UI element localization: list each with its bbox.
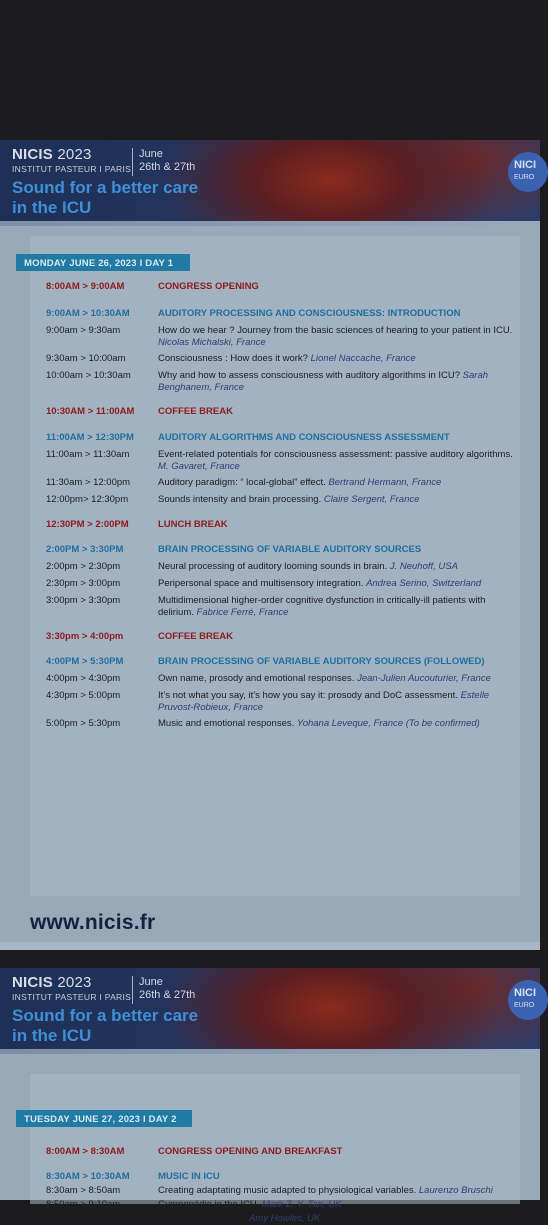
slot-description — [158, 370, 516, 393]
speaker-name: Lionel Naccache, France — [310, 353, 416, 364]
slot-title: Event-related potentials for consciousness assessment: passive auditory algorithms. — [158, 449, 513, 460]
time-slot: 8:50am > 9:10am — [46, 1199, 121, 1210]
brand-name-2: NICIS 2023 — [12, 974, 92, 991]
slot-title: Neural processing of auditory looming sounds in brain. — [158, 561, 388, 572]
time-slot: 9:10am > 9:30am — [46, 1213, 121, 1224]
program-page-day-2 — [0, 968, 540, 1224]
time-slot: 4:00pm > 4:30pm — [46, 673, 121, 684]
slot-description — [158, 1171, 516, 1183]
speaker-name: Yohana Leveque, France (To be confirmed) — [296, 718, 480, 729]
day-1-header: MONDAY JUNE 26, 2023 I DAY 1 — [16, 254, 190, 271]
time-slot: 8:00AM > 9:00AM — [46, 281, 125, 292]
slot-title: Consciousness : How does it work? — [158, 353, 308, 364]
slot-title: BRAIN PROCESSING OF VARIABLE AUDITORY SOURCES — [158, 544, 422, 555]
slot-title: COFFEE BREAK — [158, 631, 233, 642]
time-slot: 11:00am > 11:30am — [46, 449, 130, 460]
slot-title: CONGRESS OPENING AND BREAKFAST — [158, 1146, 343, 1157]
speaker-name: M. Gavaret, France — [158, 460, 240, 472]
slot-description — [158, 494, 516, 506]
event-dates-2 — [139, 976, 195, 1002]
time-slot: 4:00PM > 5:30PM — [46, 656, 124, 667]
slot-title: Sounds intensity and brain processing. — [158, 494, 322, 505]
nicis-europe-logo-2: NICI EURO — [508, 980, 548, 1020]
slot-description — [158, 578, 516, 590]
tagline-line-1: Sound for a better care — [12, 178, 199, 197]
top-black-bar — [0, 0, 540, 140]
tagline-line-2-2: in the ICU — [12, 1026, 92, 1045]
time-slot: 9:30am > 10:00am — [46, 353, 126, 364]
page-gap — [0, 950, 540, 968]
slot-description — [158, 718, 516, 730]
time-slot: 9:00am > 9:30am — [46, 325, 121, 336]
header-banner-2 — [0, 968, 540, 1054]
brand-name: NICIS 2023 — [12, 146, 92, 163]
speaker-name: J. Neuhoff, USA — [389, 561, 458, 572]
slot-title: AUDITORY ALGORITHMS AND CONSCIOUSNESS ASSESSMENT — [158, 432, 450, 443]
speaker-name: Claire Sergent, France — [323, 494, 420, 505]
slot-title: Own name, prosody and emotional responses. — [158, 673, 355, 684]
time-slot: 10:00am > 10:30am — [46, 370, 131, 381]
speaker-name: Sarah Benghanem, France — [158, 370, 489, 393]
brand-year-2: 2023 — [57, 974, 92, 991]
slot-description — [158, 325, 516, 348]
slot-title: Music and emotional responses. — [158, 718, 295, 729]
dates-days-2: 26th & 27th — [139, 989, 196, 1001]
slot-description — [158, 690, 516, 713]
speaker-name: Estelle Pruvost-Robieux, France — [158, 690, 490, 713]
tagline-line-2: in the ICU — [12, 198, 92, 217]
slot-description — [158, 1146, 516, 1158]
slot-description — [158, 1213, 516, 1225]
slot-description — [158, 1199, 516, 1211]
slot-description — [158, 353, 516, 365]
slot-description — [158, 544, 516, 556]
slot-title: Title to be confirmed. — [158, 1213, 247, 1224]
speaker-name: Andrea Serino, Switzerland — [366, 578, 482, 589]
time-slot: 2:00PM > 3:30PM — [46, 544, 124, 555]
time-slot: 3:00pm > 3:30pm — [46, 595, 121, 606]
time-slot: 2:00pm > 2:30pm — [46, 561, 121, 572]
header-banner — [0, 140, 540, 226]
dates-month-2: June — [139, 976, 163, 988]
time-slot: 11:00AM > 12:30PM — [46, 432, 134, 443]
time-slot: 8:30am > 8:50am — [46, 1185, 121, 1196]
time-slot: 4:30pm > 5:00pm — [46, 690, 121, 701]
tagline-line-1-2: Sound for a better care — [12, 1006, 199, 1025]
slot-title: Multidimensional higher-order cognitive dysfunction in critically-ill patients with delirium. — [158, 595, 486, 618]
speaker-name: Jean-Julien Aucouturier, France — [357, 673, 491, 684]
slot-title: COFFEE BREAK — [158, 406, 233, 417]
time-slot: 12:00pm> 12:30pm — [46, 494, 129, 505]
time-slot: 2:30pm > 3:00pm — [46, 578, 121, 589]
slot-title: It’s not what you say, it’s how you say it: prosody and DoC assessment. — [158, 690, 458, 701]
slot-title: Creating adaptating music adapted to physiological variables. — [158, 1185, 417, 1196]
slot-description — [158, 406, 516, 418]
time-slot: 8:30AM > 10:30AM — [46, 1171, 130, 1182]
slot-title: Peripersonal space and multisensory integration. — [158, 578, 364, 589]
day-2-header: TUESDAY JUNE 27, 2023 I DAY 2 — [16, 1110, 192, 1127]
divider — [132, 148, 133, 176]
slot-title: Gymnopédie in the ICU. — [158, 1199, 260, 1210]
time-slot: 5:00pm > 5:30pm — [46, 718, 121, 729]
slot-description — [158, 673, 516, 685]
slot-description — [158, 281, 516, 293]
slot-description — [158, 519, 516, 531]
brand-block-2 — [12, 974, 131, 1002]
time-slot: 10:30AM > 11:00AM — [46, 406, 135, 417]
event-dates — [139, 148, 195, 174]
page-bottom-band — [0, 942, 540, 950]
slot-title: Auditory paradigm: “ local-global” effect. — [158, 477, 326, 488]
slot-title: AUDITORY PROCESSING AND CONSCIOUSNESS: INTRODUCTION — [158, 308, 461, 319]
speaker-name: Laurenzo Bruschi — [418, 1185, 493, 1196]
speaker-name: Bertrand Hermann, France — [328, 477, 442, 488]
slot-description — [158, 631, 516, 643]
time-slot: 12:30PM > 2:00PM — [46, 519, 129, 530]
dates-month: June — [139, 148, 163, 160]
dates-days: 26th & 27th — [139, 161, 196, 173]
slot-description — [158, 595, 516, 618]
slot-description — [158, 449, 516, 472]
time-slot: 8:00AM > 8:30AM — [46, 1146, 125, 1157]
brand-block — [12, 146, 131, 174]
brand-year: 2023 — [57, 146, 92, 163]
slot-description — [158, 561, 516, 573]
slot-description — [158, 432, 516, 444]
slot-title: CONGRESS OPENING — [158, 281, 259, 292]
slot-description — [158, 656, 516, 668]
website-url[interactable]: www.nicis.fr — [30, 911, 156, 934]
time-slot: 9:00AM > 10:30AM — [46, 308, 130, 319]
institute-name: INSTITUT PASTEUR I PARIS — [12, 164, 132, 174]
nicis-europe-logo: NICI EURO — [508, 152, 548, 192]
speaker-name: Nicolas Michalski, France — [158, 336, 266, 348]
slot-description — [158, 1185, 516, 1197]
program-page-day-1 — [0, 140, 540, 950]
divider-2 — [132, 976, 133, 1004]
slot-title: Why and how to assess consciousness with auditory algorithms in ICU? — [158, 370, 461, 381]
time-slot: 11:30am > 12:00pm — [46, 477, 131, 488]
speaker-name: Mark Z. Y. Tan, UK — [262, 1199, 342, 1210]
institute-name-2: INSTITUT PASTEUR I PARIS — [12, 992, 132, 1002]
slot-title: LUNCH BREAK — [158, 519, 228, 530]
event-tagline — [12, 178, 198, 218]
speaker-name: Fabrice Ferré, France — [196, 606, 289, 618]
speaker-name: Amy Howles, UK — [249, 1213, 321, 1224]
time-slot: 3:30pm > 4:00pm — [46, 631, 124, 642]
slot-description — [158, 477, 516, 489]
slot-title: How do we hear ? Journey from the basic sciences of hearing to your patient in ICU. — [158, 325, 513, 336]
slot-title: MUSIC IN ICU — [158, 1171, 220, 1182]
slot-description — [158, 308, 516, 320]
event-tagline-2 — [12, 1006, 198, 1046]
slot-title: BRAIN PROCESSING OF VARIABLE AUDITORY SOURCES (FOLLOWED) — [158, 656, 485, 667]
